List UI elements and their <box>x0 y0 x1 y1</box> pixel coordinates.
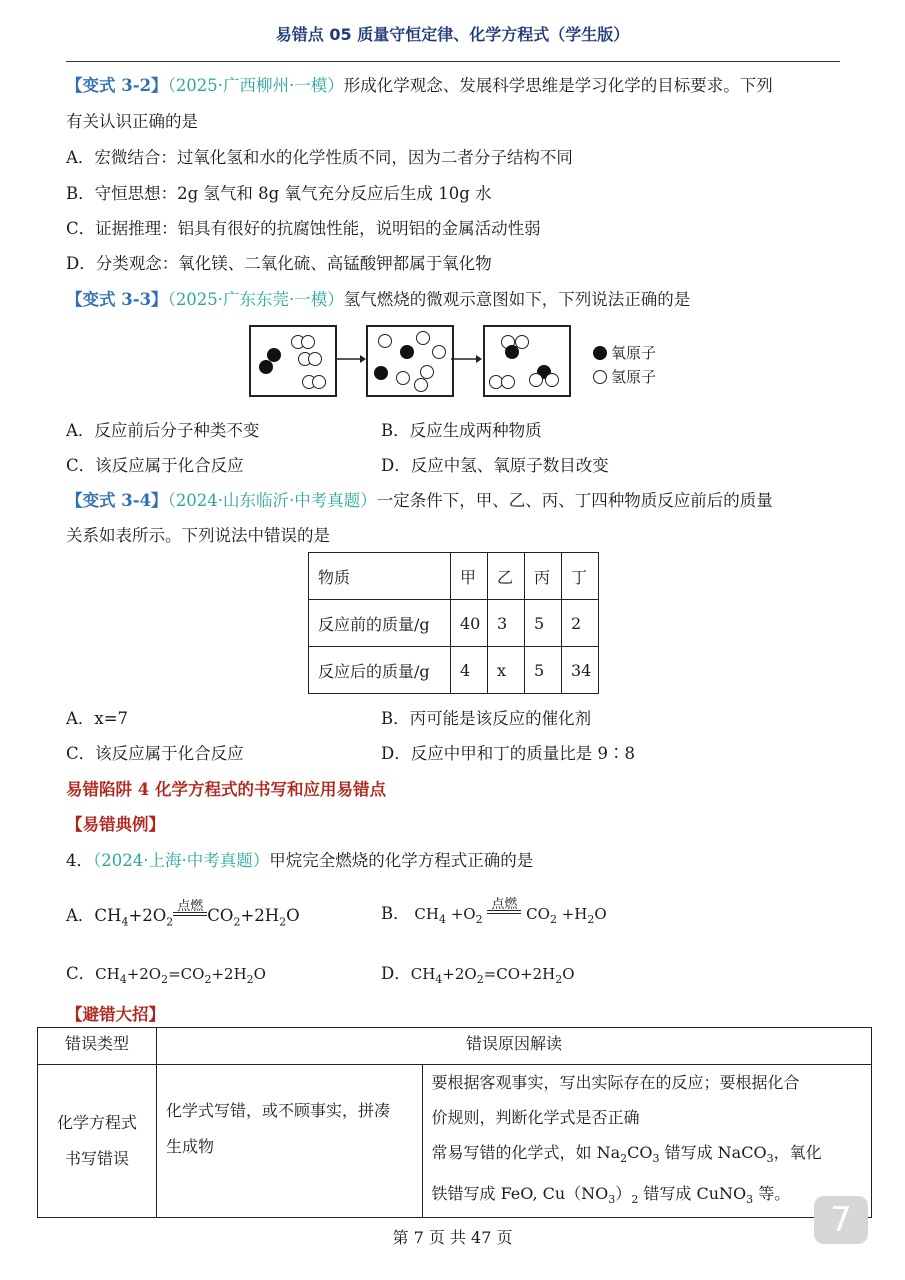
table-cell: 反应前的质量/g <box>309 600 451 647</box>
detail-line: 铁错写成 FeO, $Cu(NO_3)_2$ 错写成 CuNO$_3$ 等。 <box>431 1184 791 1207</box>
option-b: B．守恒思想：2g 氢气和 8g 氧气充分反应后生成 10g 水 <box>66 184 492 203</box>
hydrogen-atom <box>545 373 559 387</box>
table-cell: 乙 <box>488 553 525 600</box>
option-a: A．反应前后分子种类不变 <box>66 421 260 440</box>
box-after <box>483 325 571 397</box>
stem-text: 形成化学观念、发展科学思维是学习化学的目标要求。下列 <box>343 76 773 95</box>
option-a: A．宏微结合：过氧化氢和水的化学性质不同，因为二者分子结构不同 <box>66 148 573 167</box>
legend-hydrogen-label: 氢原子 <box>611 368 657 386</box>
table-cell: 丁 <box>562 553 599 600</box>
hydrogen-atom <box>432 345 446 359</box>
page-header: 易错点 05 质量守恒定律、化学方程式（学生版） <box>275 25 630 44</box>
table-cell: 34 <box>562 647 599 694</box>
hydrogen-atom <box>420 365 434 379</box>
option-a: A．x=7 <box>66 709 129 728</box>
question-3-3-stem <box>66 286 690 310</box>
condition-text: 点燃 <box>177 899 204 914</box>
question-source: （2024·山东临沂·中考真题） <box>167 491 377 510</box>
detail-text: 铁错写成 FeO, Cu（NO <box>431 1184 609 1204</box>
table-cell: 3 <box>488 600 525 647</box>
table-cell: 5 <box>525 647 562 694</box>
option-label: A． <box>66 906 95 925</box>
hydrogen-atom <box>515 335 529 349</box>
box-before <box>249 325 337 397</box>
hydrogen-atom <box>396 371 410 385</box>
option-label: D． <box>381 964 411 983</box>
question-3-4-stem <box>66 487 773 511</box>
table-cell <box>423 1065 872 1218</box>
option-d: D．$CH_4+2O_2=CO+2H_2O$ <box>381 964 575 986</box>
header-rule <box>66 61 840 62</box>
option-c: C．该反应属于化合反应 <box>66 456 244 475</box>
detail-line: 要根据客观事实，写出实际存在的反应；要根据化合 <box>431 1073 800 1092</box>
oxygen-atom <box>400 345 414 359</box>
table-cell: 甲 <box>451 553 488 600</box>
section-title: 易错陷阱 4 化学方程式的书写和应用易错点 <box>66 780 386 799</box>
stem-text: 甲烷完全燃烧的化学方程式正确的是 <box>269 851 534 870</box>
table-cell: 4 <box>451 647 488 694</box>
question-source: （2025·广东东莞·一模） <box>167 290 344 309</box>
detail-text: 错写成 CuNO <box>638 1184 747 1204</box>
detail-text: 等。 <box>753 1184 791 1204</box>
table-row <box>309 647 599 694</box>
table-cell: x <box>488 647 525 694</box>
stem-text: 一定条件下，甲、乙、丙、丁四种物质反应前后的质量 <box>376 491 773 510</box>
option-d: D．反应中氢、氧原子数目改变 <box>381 456 609 475</box>
oxygen-atom <box>259 360 273 374</box>
example-tag: 【易错典例】 <box>66 815 165 834</box>
table-cell: 反应后的质量/g <box>309 647 451 694</box>
table-row <box>38 1028 872 1065</box>
legend-oxygen-label: 氧原子 <box>611 344 657 362</box>
tips-tag: 【避错大招】 <box>66 1005 165 1024</box>
option-b: B． $CH_4 +O_2$ 点燃 $CO_2 +H_2O$ <box>381 900 607 926</box>
question-3-2-stem-cont: 有关认识正确的是 <box>66 112 198 131</box>
table-cell <box>157 1065 423 1218</box>
page-number-badge: 7 <box>814 1196 868 1244</box>
hydrogen-atom <box>301 335 315 349</box>
hydrogen-atom <box>501 375 515 389</box>
stem-text: 氢气燃烧的微观示意图如下，下列说法正确的是 <box>343 290 691 309</box>
hydrogen-atom <box>529 373 543 387</box>
question-3-4-stem-cont: 关系如表所示。下列说法中错误的是 <box>66 526 330 545</box>
hydrogen-atom <box>308 352 322 366</box>
arrow-right-icon <box>451 352 483 366</box>
table-cell: 物质 <box>309 553 451 600</box>
hydrogen-atom <box>378 334 392 348</box>
arrow-right-icon <box>335 352 367 366</box>
reaction-condition <box>487 897 521 919</box>
detail-line: 常易写错的化学式，如 $Na_2CO_3$ 错写成 NaCO$_3$，氧化 <box>431 1143 822 1166</box>
question-3-2-stem <box>66 72 773 96</box>
condition-text: 点燃 <box>491 897 518 912</box>
table-cell: 2 <box>562 600 599 647</box>
reason-line: 化学式写错，或不顾事实，拼凑 <box>166 1101 391 1120</box>
table-row <box>38 1065 872 1218</box>
detail-line: 价规则，判断化学式是否正确 <box>431 1108 640 1127</box>
option-d: D．反应中甲和丁的质量比是 9∶8 <box>381 744 635 763</box>
mass-table <box>308 552 599 694</box>
oxygen-atom <box>374 366 388 380</box>
hydrogen-atom <box>416 331 430 345</box>
page-footer: 第 7 页 共 47 页 <box>392 1228 513 1247</box>
detail-text: 常易写错的化学式，如 Na <box>431 1143 621 1162</box>
table-cell: 40 <box>451 600 488 647</box>
reaction-condition <box>173 899 207 921</box>
table-row <box>309 600 599 647</box>
question-source: （2025·广西柳州·一模） <box>167 76 344 95</box>
question-tag: 【变式 3-2】 <box>66 76 168 95</box>
table-cell <box>38 1065 157 1218</box>
question-tag: 【变式 3-3】 <box>66 290 168 309</box>
table-cell: 丙 <box>525 553 562 600</box>
detail-text: ） <box>615 1184 632 1204</box>
table-row <box>309 553 599 600</box>
type-line: 书写错误 <box>64 1149 129 1169</box>
type-line: 化学方程式 <box>56 1113 137 1133</box>
hydrogen-atom <box>312 375 326 389</box>
detail-text: ，氧化 <box>773 1143 822 1162</box>
hydrogen-atom <box>414 378 428 392</box>
option-d: D．分类观念：氧化镁、二氧化硫、高锰酸钾都属于氧化物 <box>66 254 492 273</box>
question-tag: 【变式 3-4】 <box>66 491 168 510</box>
question-number: 4． <box>66 851 93 870</box>
option-b: B．反应生成两种物质 <box>381 421 542 440</box>
legend-hydrogen-icon <box>593 370 607 384</box>
option-c: C．证据推理：铝具有很好的抗腐蚀性能，说明铝的金属活动性弱 <box>66 219 541 238</box>
option-a: A．$CH_4+2O_2$ 点燃 $CO_2+2H_2O$ <box>66 902 300 928</box>
tips-table <box>37 1027 872 1218</box>
detail-text: CO <box>627 1143 653 1162</box>
table-cell: 5 <box>525 600 562 647</box>
table-header-cell: 错误类型 <box>38 1028 157 1065</box>
legend-oxygen-icon <box>593 346 607 360</box>
box-middle <box>366 325 454 397</box>
reason-line: 生成物 <box>166 1137 215 1156</box>
detail-text: 错写成 NaCO <box>659 1143 767 1162</box>
question-source: （2024·上海·中考真题） <box>93 851 270 870</box>
option-c: C．$CH_4+2O_2=CO_2+2H_2O$ <box>66 964 266 986</box>
option-c: C．该反应属于化合反应 <box>66 744 244 763</box>
option-label: B． <box>381 904 410 923</box>
question-4-stem <box>66 847 533 871</box>
table-header-cell: 错误原因解读 <box>157 1028 872 1065</box>
option-b: B．丙可能是该反应的催化剂 <box>381 709 592 728</box>
option-label: C． <box>66 964 96 983</box>
